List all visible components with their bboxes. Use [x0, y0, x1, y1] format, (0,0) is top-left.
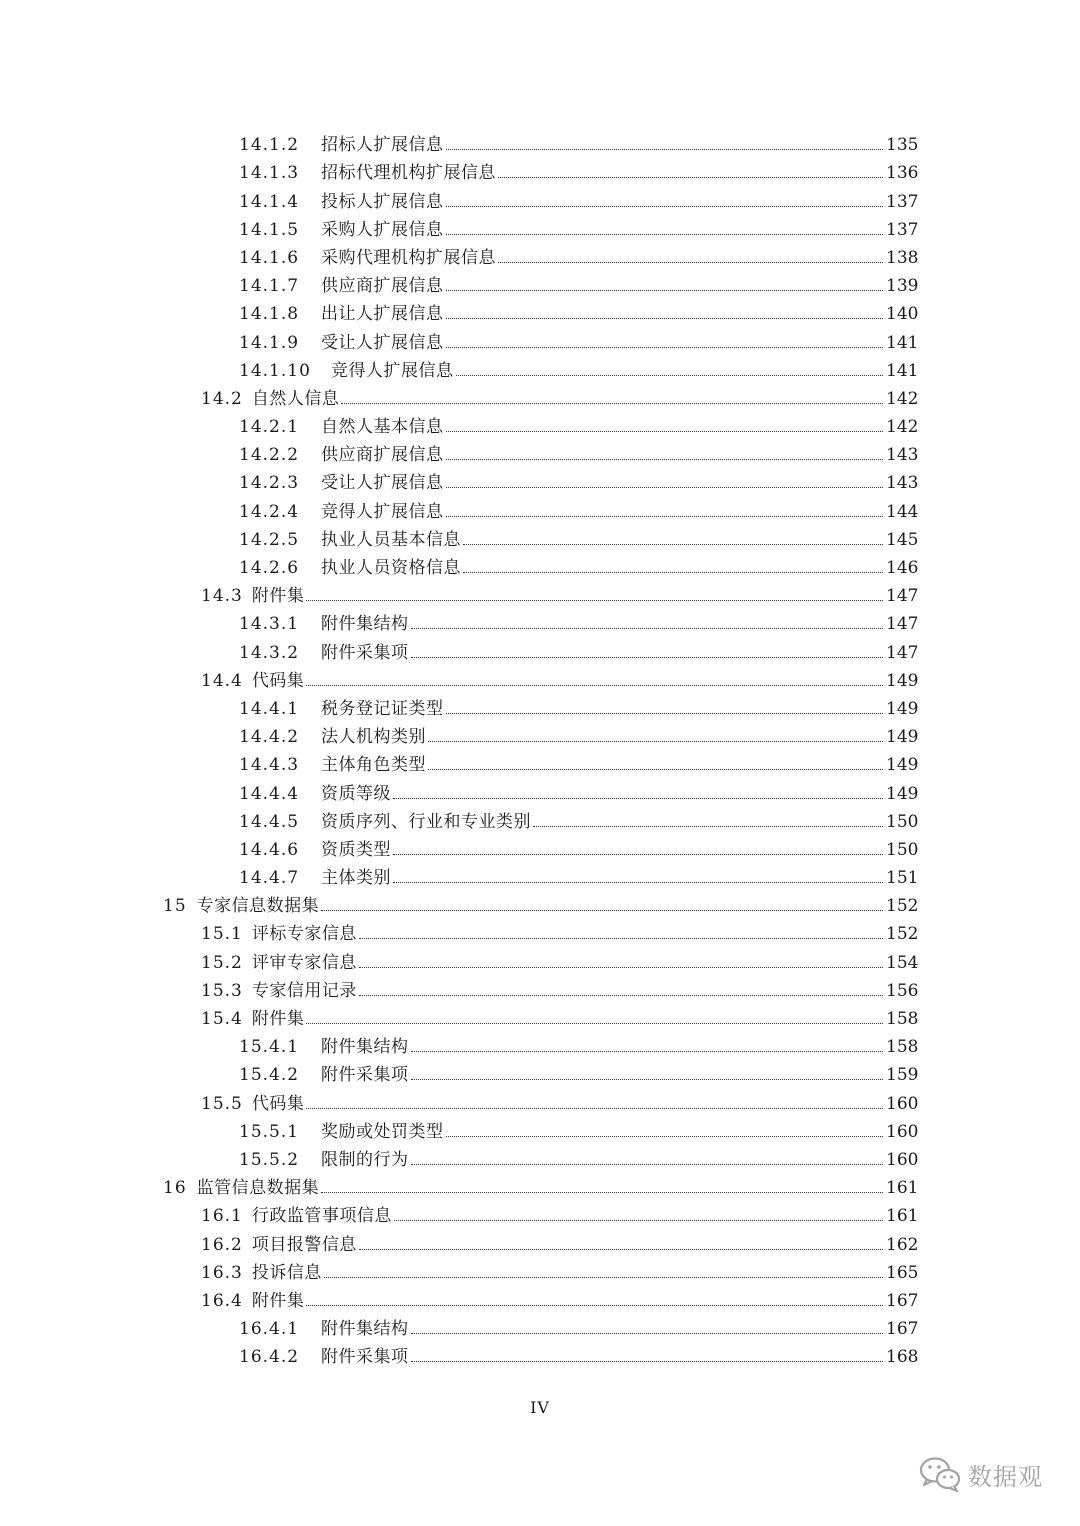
toc-entry-title: 招标代理机构扩展信息 — [321, 163, 496, 184]
toc-entry-page: 167 — [886, 1290, 919, 1311]
toc-entry-page: 159 — [886, 1065, 919, 1086]
toc-entry[interactable] — [0, 863, 1080, 891]
toc-entry[interactable] — [0, 243, 1080, 271]
toc-entry-page: 140 — [886, 304, 919, 325]
toc-entry-number: 15 — [163, 896, 187, 917]
toc-entry-page: 149 — [886, 755, 919, 776]
toc-entry-title: 出让人扩展信息 — [321, 304, 444, 325]
toc-entry[interactable] — [0, 356, 1080, 384]
toc-entry[interactable] — [0, 1060, 1080, 1088]
toc-entry-title: 采购人扩展信息 — [321, 219, 444, 240]
toc-entry-title: 法人机构类别 — [321, 727, 426, 748]
toc-entry-page: 141 — [886, 332, 919, 353]
toc-dot-leader — [306, 1305, 883, 1306]
toc-entry-number: 16.2 — [201, 1234, 243, 1255]
toc-entry-title: 资质类型 — [321, 839, 391, 860]
toc-dot-leader — [446, 431, 884, 432]
toc-entry[interactable] — [0, 327, 1080, 355]
toc-entry-page: 149 — [886, 670, 919, 691]
toc-entry-title: 竞得人扩展信息 — [321, 501, 444, 522]
toc-entry-number: 14.3.1 — [239, 614, 300, 635]
toc-entry-number: 14.1.4 — [239, 191, 300, 212]
toc-dot-leader — [411, 1333, 884, 1334]
toc-entry-title: 供应商扩展信息 — [321, 445, 444, 466]
toc-entry[interactable] — [0, 525, 1080, 553]
toc-entry-title: 受让人扩展信息 — [321, 473, 444, 494]
toc-entry-title: 主体角色类型 — [321, 755, 426, 776]
toc-entry-title: 监管信息数据集 — [196, 1178, 320, 1199]
toc-entry-page: 146 — [886, 558, 919, 578]
toc-entry-number: 15.1 — [201, 924, 243, 945]
toc-entry[interactable] — [0, 1004, 1080, 1032]
toc-entry-number: 14.4.3 — [239, 755, 300, 776]
toc-entry-page: 168 — [886, 1347, 919, 1368]
toc-entry-title: 专家信息数据集 — [196, 896, 320, 917]
toc-entry[interactable] — [0, 1088, 1080, 1116]
toc-entry-number: 16.4.1 — [239, 1319, 300, 1340]
toc-entry[interactable] — [0, 299, 1080, 327]
toc-entry-number: 14.4.1 — [239, 698, 300, 719]
toc-entry-number: 14.4.6 — [239, 839, 300, 860]
toc-entry[interactable] — [0, 637, 1080, 665]
toc-entry[interactable] — [0, 835, 1080, 863]
toc-entry-page: 165 — [886, 1262, 919, 1283]
toc-entry-page: 160 — [886, 1149, 919, 1170]
toc-entry-number: 14.2.3 — [239, 473, 300, 494]
toc-entry-page: 156 — [886, 980, 919, 1001]
toc-dot-leader — [533, 826, 883, 827]
toc-entry-page: 142 — [886, 388, 919, 409]
toc-entry-page: 149 — [886, 727, 919, 748]
toc-entry[interactable] — [0, 215, 1080, 243]
toc-entry-number: 14.1.7 — [239, 276, 300, 297]
toc-dot-leader — [324, 1277, 883, 1278]
toc-dot-leader — [359, 967, 883, 968]
toc-entry-title: 代码集 — [251, 670, 305, 691]
toc-entry-number: 15.5.2 — [239, 1149, 300, 1170]
toc-entry-page: 145 — [886, 529, 919, 550]
toc-dot-leader — [359, 995, 883, 996]
toc-entry-page: 143 — [886, 473, 919, 494]
toc-entry-title: 附件集 — [251, 1009, 305, 1029]
toc-entry-number: 14.3.2 — [239, 642, 300, 663]
toc-dot-leader — [306, 1023, 883, 1024]
toc-entry-title: 供应商扩展信息 — [321, 276, 444, 297]
toc-entry-number: 14.4.2 — [239, 727, 300, 748]
toc-dot-leader — [446, 487, 884, 488]
toc-entry[interactable] — [0, 1342, 1080, 1370]
toc-dot-leader — [411, 657, 884, 658]
toc-entry-number: 16.3 — [201, 1262, 243, 1283]
toc-dot-leader — [359, 938, 883, 939]
toc-dot-leader — [463, 572, 883, 573]
toc-entry[interactable] — [0, 186, 1080, 214]
toc-entry-number: 14.1.8 — [239, 304, 300, 325]
toc-entry-page: 147 — [886, 642, 919, 663]
toc-dot-leader — [463, 544, 883, 545]
toc-dot-leader — [393, 882, 883, 883]
toc-entry-page: 149 — [886, 783, 919, 804]
watermark-text: 数据观 — [968, 1462, 1043, 1491]
toc-entry-title: 资质序列、行业和专业类别 — [321, 811, 531, 832]
toc-dot-leader — [321, 910, 883, 911]
toc-entry-number: 15.3 — [201, 980, 243, 1001]
toc-dot-leader — [411, 1051, 884, 1052]
toc-entry[interactable] — [0, 722, 1080, 750]
toc-entry-number: 14.4.7 — [239, 868, 300, 889]
toc-entry-title: 自然人信息 — [251, 388, 340, 409]
toc-entry[interactable] — [0, 412, 1080, 440]
table-of-contents — [0, 130, 1080, 1370]
toc-entry-title: 税务登记证类型 — [321, 698, 444, 719]
toc-entry[interactable] — [0, 1201, 1080, 1229]
toc-entry-number: 14.2 — [201, 388, 243, 409]
toc-entry[interactable] — [0, 891, 1080, 919]
toc-entry[interactable] — [0, 778, 1080, 806]
toc-entry-page: 150 — [886, 811, 919, 832]
toc-entry-page: 158 — [886, 1009, 919, 1029]
toc-dot-leader — [394, 1220, 883, 1221]
toc-dot-leader — [411, 1361, 884, 1362]
toc-entry[interactable] — [0, 1145, 1080, 1173]
toc-entry-title: 奖励或处罚类型 — [321, 1121, 444, 1142]
toc-entry[interactable] — [0, 468, 1080, 496]
toc-entry-title: 执业人员资格信息 — [321, 558, 461, 578]
toc-dot-leader — [411, 1164, 884, 1165]
toc-entry[interactable] — [0, 496, 1080, 524]
toc-entry-number: 14.1.2 — [239, 135, 300, 156]
toc-entry[interactable] — [0, 271, 1080, 299]
toc-entry[interactable] — [0, 440, 1080, 468]
toc-entry-page: 136 — [886, 163, 919, 184]
toc-entry-page: 143 — [886, 445, 919, 466]
toc-entry-number: 15.4 — [201, 1009, 243, 1029]
toc-entry-title: 附件集结构 — [321, 614, 409, 635]
toc-entry-title: 附件采集项 — [321, 1065, 409, 1086]
toc-entry-page: 137 — [886, 219, 919, 240]
toc-entry[interactable] — [0, 666, 1080, 694]
toc-dot-leader — [428, 769, 883, 770]
toc-entry-page: 160 — [886, 1093, 919, 1114]
toc-entry-page: 167 — [886, 1319, 919, 1340]
page-number: IV — [530, 1398, 550, 1417]
toc-entry-title: 受让人扩展信息 — [321, 332, 444, 353]
toc-dot-leader — [411, 628, 884, 629]
toc-dot-leader — [393, 854, 883, 855]
toc-entry-page: 147 — [886, 586, 919, 607]
toc-entry-title: 资质等级 — [321, 783, 391, 804]
toc-entry-title: 附件集结构 — [321, 1037, 409, 1058]
toc-entry-title: 投诉信息 — [251, 1262, 322, 1283]
toc-entry-number: 14.2.2 — [239, 445, 300, 466]
toc-entry-title: 自然人基本信息 — [321, 417, 444, 438]
toc-entry-page: 154 — [886, 952, 919, 973]
toc-entry-page: 158 — [886, 1037, 919, 1058]
toc-dot-leader — [428, 741, 883, 742]
toc-entry[interactable] — [0, 1117, 1080, 1145]
toc-entry-page: 152 — [886, 896, 919, 917]
toc-dot-leader — [446, 516, 884, 517]
toc-entry-number: 14.4.4 — [239, 783, 300, 804]
toc-dot-leader — [498, 177, 883, 178]
toc-dot-leader — [306, 600, 883, 601]
toc-entry-title: 投标人扩展信息 — [321, 191, 444, 212]
toc-entry-page: 144 — [886, 501, 919, 522]
toc-entry-title: 附件采集项 — [321, 642, 409, 663]
toc-entry-number: 15.5.1 — [239, 1121, 300, 1142]
toc-entry-page: 150 — [886, 839, 919, 860]
toc-entry[interactable] — [0, 807, 1080, 835]
toc-entry-number: 16.4.2 — [239, 1347, 300, 1368]
toc-entry-number: 16.4 — [201, 1290, 243, 1311]
toc-entry-page: 135 — [886, 135, 919, 156]
toc-entry[interactable] — [0, 384, 1080, 412]
toc-entry-title: 附件采集项 — [321, 1347, 409, 1368]
toc-entry-title: 竞得人扩展信息 — [331, 360, 454, 381]
toc-dot-leader — [393, 798, 883, 799]
toc-entry[interactable] — [0, 1314, 1080, 1342]
toc-entry-number: 14.1.6 — [239, 247, 300, 268]
toc-entry-number: 15.5 — [201, 1093, 243, 1114]
toc-entry-number: 15.4.2 — [239, 1065, 300, 1086]
toc-entry-number: 14.1.9 — [239, 332, 300, 353]
toc-entry[interactable] — [0, 158, 1080, 186]
toc-dot-leader — [446, 713, 884, 714]
toc-entry[interactable] — [0, 609, 1080, 637]
toc-entry[interactable] — [0, 581, 1080, 609]
toc-entry-title: 限制的行为 — [321, 1149, 409, 1170]
toc-entry-number: 16 — [163, 1178, 187, 1199]
toc-entry-page: 152 — [886, 924, 919, 945]
toc-entry-number: 14.2.5 — [239, 529, 300, 550]
toc-entry-number: 14.1.3 — [239, 163, 300, 184]
toc-entry-title: 执业人员基本信息 — [321, 529, 461, 550]
toc-entry-title: 招标人扩展信息 — [321, 135, 444, 156]
toc-entry[interactable] — [0, 1229, 1080, 1257]
toc-entry-number: 14.1.10 — [239, 360, 311, 381]
toc-entry-page: 147 — [886, 614, 919, 635]
toc-entry-number: 14.4 — [201, 670, 243, 691]
toc-entry-number: 14.2.6 — [239, 558, 300, 578]
toc-entry-page: 160 — [886, 1121, 919, 1142]
toc-entry-page: 142 — [886, 417, 919, 438]
toc-entry[interactable] — [0, 130, 1080, 158]
wechat-icon — [918, 1454, 962, 1494]
toc-entry-page: 149 — [886, 698, 919, 719]
toc-dot-leader — [446, 318, 884, 319]
toc-entry-title: 附件集结构 — [321, 1319, 409, 1340]
toc-dot-leader — [446, 234, 884, 235]
toc-entry-page: 138 — [886, 247, 919, 268]
toc-entry-page: 161 — [886, 1178, 919, 1199]
toc-dot-leader — [498, 262, 883, 263]
toc-entry-number: 14.2.1 — [239, 417, 300, 438]
toc-dot-leader — [446, 459, 884, 460]
toc-dot-leader — [446, 290, 884, 291]
toc-entry-title: 专家信用记录 — [251, 980, 357, 1001]
toc-entry[interactable] — [0, 976, 1080, 1004]
toc-entry-title: 评审专家信息 — [251, 952, 357, 973]
toc-entry[interactable] — [0, 1032, 1080, 1060]
toc-entry[interactable] — [0, 919, 1080, 947]
toc-entry-title: 采购代理机构扩展信息 — [321, 247, 496, 268]
toc-entry[interactable] — [0, 553, 1080, 581]
toc-entry-title: 主体类别 — [321, 868, 391, 889]
toc-dot-leader — [321, 1192, 883, 1193]
toc-entry-title: 评标专家信息 — [251, 924, 357, 945]
toc-entry-title: 附件集 — [251, 1290, 305, 1311]
toc-entry-page: 151 — [886, 868, 919, 889]
toc-dot-leader — [341, 403, 883, 404]
toc-entry-title: 项目报警信息 — [251, 1234, 357, 1255]
watermark — [918, 1452, 1043, 1496]
toc-entry-number: 15.2 — [201, 952, 243, 973]
toc-entry[interactable] — [0, 1286, 1080, 1314]
toc-entry-number: 14.1.5 — [239, 219, 300, 240]
toc-dot-leader — [306, 685, 883, 686]
toc-entry-title: 附件集 — [251, 586, 305, 607]
toc-entry-number: 14.2.4 — [239, 501, 300, 522]
toc-dot-leader — [456, 375, 884, 376]
toc-entry-page: 141 — [886, 360, 919, 381]
toc-entry-page: 139 — [886, 276, 919, 297]
toc-entry-number: 15.4.1 — [239, 1037, 300, 1058]
toc-dot-leader — [446, 149, 884, 150]
toc-entry-title: 代码集 — [251, 1093, 305, 1114]
toc-entry[interactable] — [0, 1258, 1080, 1286]
toc-entry[interactable] — [0, 750, 1080, 778]
toc-dot-leader — [359, 1249, 883, 1250]
toc-entry-number: 16.1 — [201, 1206, 243, 1227]
toc-entry[interactable] — [0, 947, 1080, 975]
toc-dot-leader — [446, 1136, 884, 1137]
toc-entry-page: 137 — [886, 191, 919, 212]
toc-entry-number: 14.3 — [201, 586, 243, 607]
toc-dot-leader — [446, 206, 884, 207]
toc-dot-leader — [446, 347, 884, 348]
toc-dot-leader — [411, 1079, 884, 1080]
toc-entry-page: 161 — [886, 1206, 919, 1227]
toc-entry-title: 行政监管事项信息 — [251, 1206, 392, 1227]
toc-entry[interactable] — [0, 1173, 1080, 1201]
toc-entry-number: 14.4.5 — [239, 811, 300, 832]
toc-dot-leader — [306, 1108, 883, 1109]
toc-entry[interactable] — [0, 694, 1080, 722]
toc-entry-page: 162 — [886, 1234, 919, 1255]
